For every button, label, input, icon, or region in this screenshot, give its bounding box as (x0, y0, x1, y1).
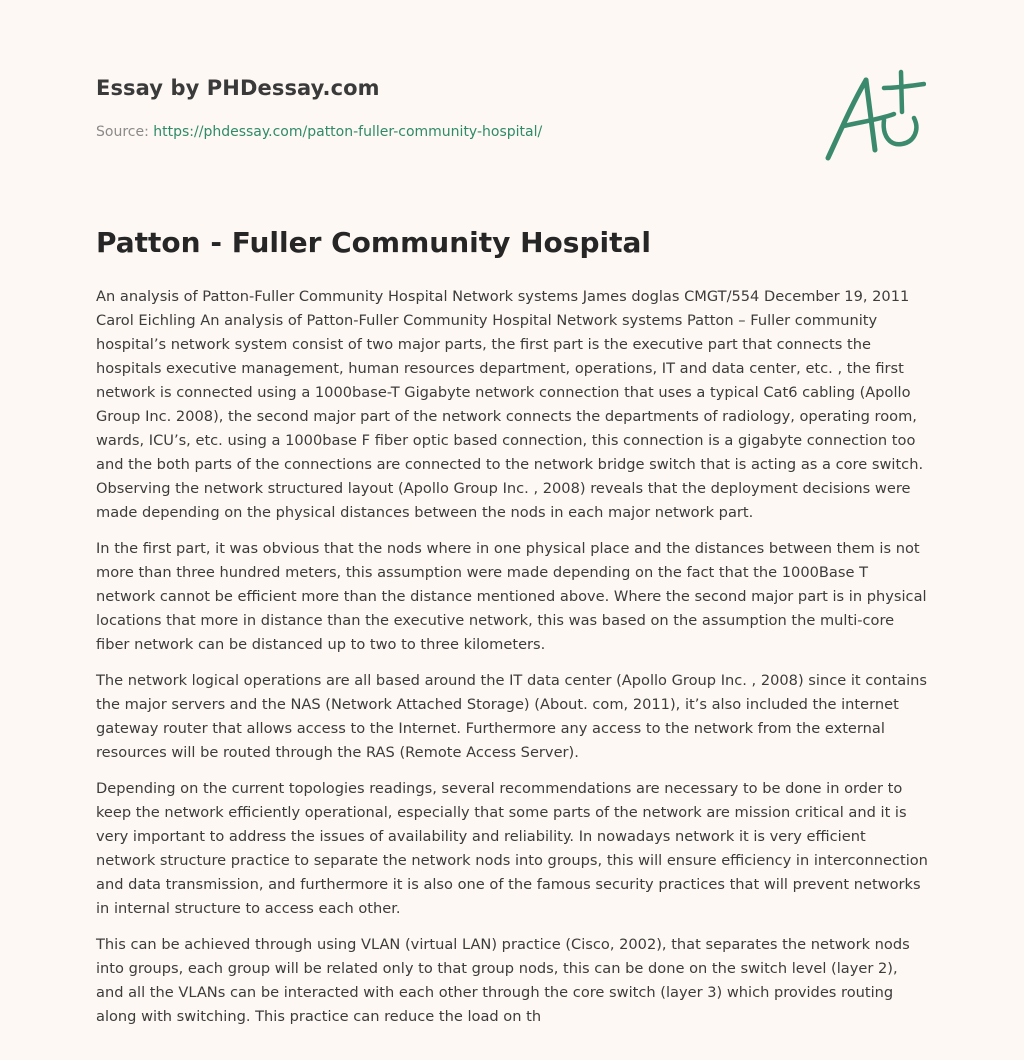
essay-paragraph: Depending on the current topologies readings, several recommendations are necessary to be done in order to keep the network efficiently operational, especially that some parts of the network are mission critical and it is very important to address the issues of availability and reliability. In nowadays network it is very efficient network structure practice to separate the network nods into groups, this will ensure efficiency in interconnection and data transmission, and furthermore it is also one of the famous security practices that will prevent networks in internal structure to access each other. (96, 780, 928, 917)
a-plus-grade-icon (822, 66, 926, 166)
essay-paragraph: An analysis of Patton-Fuller Community Hospital Network systems James doglas CMGT/554 December 19, 2011 Carol Eichling An analysis of Patton-Fuller Community Hospital Network systems Patton – Fuller community hospital’s network system consist of two major parts, the first part is the executive part that connects the hospitals executive management, human resources department, operations, IT and data center, etc. , the first network is connected using a 1000base-T Gigabyte network connection that uses a typical Cat6 cabling (Apollo Group Inc. 2008), the second major part of the network connects the departments of radiology, operating room, wards, ICU’s, etc. using a 1000base F fiber optic based connection, this connection is a gigabyte connection too and the both parts of the connections are connected to the network bridge switch that is acting as a core switch. Observing the network structured layout (Apollo Group Inc. , 2008) reveals that the deployment decisions were made depending on the physical distances between the nods in each major network part. (96, 288, 924, 521)
essay-title: Patton - Fuller Community Hospital (96, 226, 651, 259)
source-line (96, 124, 542, 140)
essay-paragraph: This can be achieved through using VLAN (virtual LAN) practice (Cisco, 2002), that separates the network nods into groups, each group will be related only to that group nods, this can be done on the switch level (layer 2), and all the VLANs can be interacted with each other through the core switch (layer 3) which provides routing along with switching. This practice can reduce the load on th (96, 936, 910, 1025)
essay-paragraph: The network logical operations are all based around the IT data center (Apollo Group Inc. , 2008) since it contains the major servers and the NAS (Network Attached Storage) (About. com, 2011), it’s also included the internet gateway router that allows access to the Internet. Furthermore any access to the network from the external resources will be routed through the RAS (Remote Access Server). (96, 672, 928, 761)
essay-paragraph: In the first part, it was obvious that the nods where in one physical place and the distances between them is not more than three hundred meters, this assumption were made depending on the fact that the 1000Base T network cannot be efficient more than the distance mentioned above. Where the second major part is in physical locations that more in distance than the executive network, this was based on the assumption the multi-core fiber network can be distanced up to two to three kilometers. (96, 540, 927, 653)
source-label: Source: (96, 124, 149, 140)
source-link[interactable]: https://phdessay.com/patton-fuller-community-hospital/ (153, 124, 543, 140)
essay-page (96, 0, 928, 1060)
essay-body (96, 285, 928, 1041)
site-title: Essay by PHDessay.com (96, 76, 380, 100)
